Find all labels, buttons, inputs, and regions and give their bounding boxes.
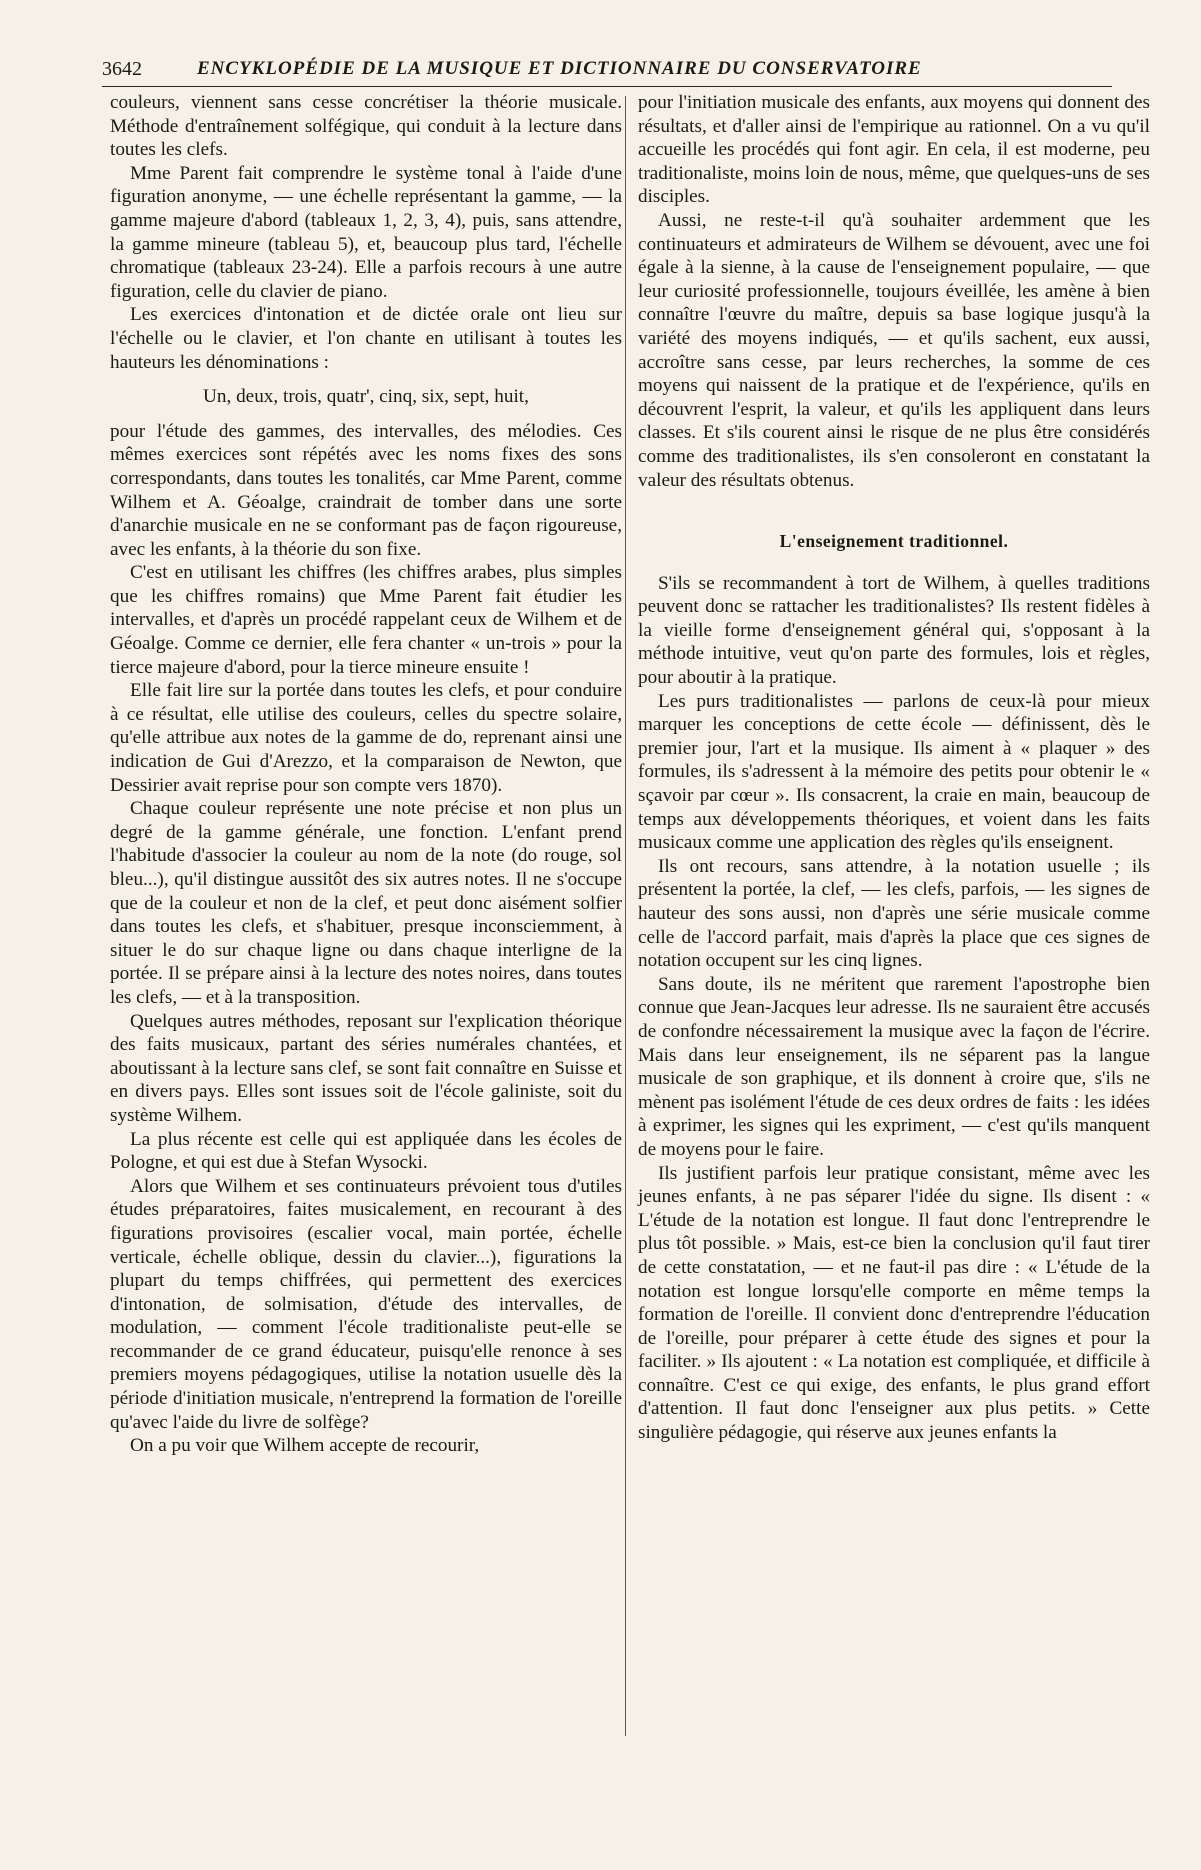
paragraph: On a pu voir que Wilhem accepte de recourir, <box>130 1435 480 1457</box>
paragraph: Aussi, ne reste-t-il qu'à souhaiter ardemment que les continuateurs et admirateurs de Wilhem se dévouent, avec une foi égale à la sienne, à la cause de l'enseignement populaire, — que leur curiosité professionnelle, toujours éveillée, les amène à bien connaître l'œuvre du maître, depuis sa base logique jusqu'à la variété des moyens indiqués, — et qu'ils sachent, eux aussi, accroître sans cesse, par leurs recherches, la somme de ces moyens qui naissent de la pratique et de l'expérience, qu'ils en découvrent l'esprit, la valeur, et qu'ils les appliquent dans leurs classes. Et s'ils courent ainsi le risque de ne plus être considérés comme des traditionalistes, ils s'en consoleront en constatant la valeur des résultats obtenus. <box>638 209 1150 491</box>
running-header <box>102 56 1112 87</box>
paragraph: couleurs, viennent sans cesse concrétiser la théorie musicale. Méthode d'entraînement solfégique, qui conduit à la lecture dans toutes les clefs. <box>110 92 622 161</box>
paragraph: Chaque couleur représente une note précise et non plus un degré de la gamme générale, une fonction. L'enfant prend l'habitude d'associer la couleur au nom de la note (do rouge, sol bleu...), qu'il distingue aussitôt des six autres notes. Il ne s'occupe que de la couleur et non de la clef, et peut donc aisément solfier dans toutes les clefs, et s'habituer, presque inconsciemment, à situer le do sur chaque ligne ou dans chaque interligne de la portée. Il se prépare ainsi à la lecture des notes noires, dans toutes les clefs, — et à la transposition. <box>110 798 622 1008</box>
paragraph: Mme Parent fait comprendre le système tonal à l'aide d'une figuration anonyme, — une échelle représentant la gamme, — la gamme majeure d'abord (tableaux 1, 2, 3, 4), puis, sans attendre, la gamme mineure (tableau 5), et, beaucoup plus tard, l'échelle chromatique (tableaux 23-24). Elle a parfois recours à une autre figuration, celle du clavier de piano. <box>110 162 622 302</box>
left-column <box>110 91 622 1458</box>
paragraph: Quelques autres méthodes, reposant sur l'explication théorique des faits musicaux, partant des séries numérales chantées, et aboutissant à la lecture sans clef, se sont fait connaître en Suisse et en divers pays. Elles sont issues soit de l'école galiniste, soit du système Wilhem. <box>110 1010 622 1126</box>
paragraph: Alors que Wilhem et ses continuateurs prévoient tous d'utiles études préparatoires, faites musicalement, en recourant à des figurations provisoires (escalier vocal, main portée, échelle verticale, échelle oblique, dessin du clavier...), figurations la plupart du temps chiffrées, qui permettent des exercices d'intonation, de solmisation, d'étude des intervalles, de modulation, — comment l'école traditionaliste peut-elle se recommander de ce grand éducateur, puisqu'elle renonce à ses premiers moyens pédagogiques, utilise la notation usuelle dès la période d'initiation musicale, n'entreprend la formation de l'oreille qu'avec l'aide du livre de solfège? <box>110 1175 622 1433</box>
running-title: ENCYKLOPÉDIE DE LA MUSIQUE ET DICTIONNAIRE DU CONSERVATOIRE <box>197 58 922 79</box>
section-heading: L'enseignement traditionnel. <box>779 531 1009 552</box>
paragraph: La plus récente est celle qui est appliquée dans les écoles de Pologne, et qui est due à Stefan Wysocki. <box>110 1128 622 1174</box>
paragraph: Elle fait lire sur la portée dans toutes les clefs, et pour conduire à ce résultat, elle utilise des couleurs, celles du spectre solaire, qu'elle attribue aux notes de la gamme de do, reprenant ainsi une indication de Gui d'Arezzo, et la comparaison de Newton, que Dessirier avait reprise pour son compte vers 1870). <box>110 680 622 796</box>
column-divider <box>625 96 626 1736</box>
paragraph: Les purs traditionalistes — parlons de ceux-là pour mieux marquer les conceptions de cette école — définissent, dès le premier jour, l'art et la musique. Ils aiment à « plaquer » des formules, ils s'adressent à la mémoire des petits pour obtenir le « sçavoir par cœur ». Ils consacrent, la craie en main, beaucoup de temps aux développements théoriques, et voient dans les faits musicaux comme une application des règles qu'ils enseignent. <box>638 690 1150 854</box>
paragraph: pour l'étude des gammes, des intervalles, des mélodies. Ces mêmes exercices sont répétés avec les noms fixes des sons correspondants, dans toutes les tonalités, car Mme Parent, comme Wilhem et A. Géoalge, craindrait de tomber dans une sorte d'anarchie musicale en ne se conformant pas de façon rigoureuse, avec les enfants, à la théorie du son fixe. <box>110 420 622 560</box>
paragraph: C'est en utilisant les chiffres (les chiffres arabes, plus simples que les chiffres romains) que Mme Parent fait étudier les intervalles, et d'après un procédé rappelant ceux de Wilhem et de Géoalge. Comme ce dernier, elle fera chanter « un-trois » pour la tierce majeure d'abord, pour la tierce mineure ensuite ! <box>110 562 622 678</box>
paragraph: Sans doute, ils ne méritent que rarement l'apostrophe bien connue que Jean-Jacques leur adresse. Ils ne sauraient être accusés de confondre nécessairement la musique avec la façon de l'écrire. Mais dans leur enseignement, ils ne séparent pas la langue musicale de son graphique, et ils donnent à croire que, s'ils ne mènent pas isolément l'étude de ces deux ordres de faits : les idées à exprimer, les signes qui les expriment, — c'est qu'ils manquent de moyens pour le faire. <box>638 973 1150 1160</box>
page-number: 3642 <box>102 58 142 80</box>
paragraph: S'ils se recommandent à tort de Wilhem, à quelles traditions peuvent donc se rattacher les traditionalistes? Ils restent fidèles à la vieille forme d'enseignement général qui, s'opposant à la méthode intuitive, veut qu'on parte des formules, lois et règles, pour aboutir à la pratique. <box>638 572 1150 689</box>
right-column <box>638 91 1150 1445</box>
paragraph: Ils justifient parfois leur pratique consistant, même avec les jeunes enfants, à ne pas séparer l'idée du signe. Ils disent : « L'étude de la notation est longue. Il faut donc l'entreprendre le plus tôt possible. » Mais, est-ce bien la conclusion qu'il faut tirer de cette constatation, — et ne faut-il pas dire : « L'étude de la notation est longue lorsqu'elle comporte en même temps la formation de l'oreille. Il convient donc d'entreprendre l'éducation de l'oreille, pour préparer à cette étude des signes et pour la faciliter. » Ils ajoutent : « La notation est compliquée, et difficile à connaître. C'est ce qui exige, des enfants, le plus grand effort d'attention. Il faut donc l'enseigner aux plus petits. » Cette singulière pédagogie, qui réserve aux jeunes enfants la <box>638 1162 1150 1444</box>
paragraph: Les exercices d'intonation et de dictée orale ont lieu sur l'échelle ou le clavier, et l'on chante en utilisant à toutes les hauteurs les dénominations : <box>110 304 622 373</box>
paragraph: Ils ont recours, sans attendre, à la notation usuelle ; ils présentent la portée, la clef, — les clefs, parfois, — les signes de hauteur des sons aussi, non d'après une série musicale comme celle de l'accord parfait, mais d'après la place que ces signes de notation occupent sur les cinq lignes. <box>638 855 1150 972</box>
solmization-verse: Un, deux, trois, quatr', cinq, six, sept, huit, <box>203 386 529 408</box>
paragraph: pour l'initiation musicale des enfants, aux moyens qui donnent des résultats, et d'aller ainsi de l'empirique au rationnel. On a vu qu'il accueille les procédés qui font agir. En cela, il est moderne, peu traditionaliste, moins loin de nous, même, que quelques-uns de ses disciples. <box>638 92 1150 208</box>
